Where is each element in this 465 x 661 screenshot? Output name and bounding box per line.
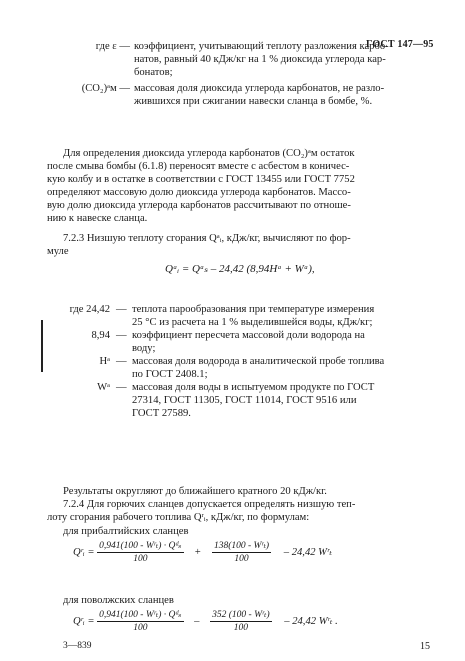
standard-header: ГОСТ 147—95 — [366, 39, 434, 50]
paragraph-line: определяют массовую долю диоксида углерода карбонатов. Массо- — [47, 187, 351, 198]
definition-text-line: коэффициент, учитывающий теплоту разложения карбо- — [134, 41, 389, 52]
margin-change-bar — [41, 320, 43, 372]
label-volga-shales: для поволжских сланцев — [63, 595, 174, 606]
formula-baltic-num-2: 138(100 - Wʳₜ) — [213, 541, 270, 551]
formula-volga-op: – — [194, 615, 200, 627]
definition-text-line: ГОСТ 27589. — [132, 408, 191, 419]
definition-dash: — — [116, 330, 127, 341]
formula-volga-fraction-1 — [97, 609, 183, 634]
formula-baltic-lhs: Qʳᵢ = — [73, 546, 95, 558]
definition-text-line: 27314, ГОСТ 11305, ГОСТ 11014, ГОСТ 9516 или — [132, 395, 357, 406]
paragraph-line: кую колбу и в остатке в соответствии с ГОСТ 13455 или ГОСТ 7752 — [47, 174, 355, 185]
formula-volga-fraction-2 — [210, 609, 271, 634]
definition-key: Hᵃ — [99, 356, 110, 367]
formula-volga-den-2: 100 — [233, 623, 248, 633]
definition-text-line: массовая доля водорода в аналитической пробе топлива — [132, 356, 385, 367]
paragraph-line: нию к навеске сланца. — [47, 213, 148, 224]
formula-baltic — [73, 540, 332, 565]
formula-lower-heat: Qᵃᵢ = Qᵃₛ – 24,42 (8,94Hᵃ + Wᵃ), — [165, 263, 315, 275]
formula-volga-den-1: 100 — [133, 623, 148, 633]
definition-dash: — — [116, 304, 127, 315]
paragraph-rounding: Результаты округляют до ближайшего кратного 20 кДж/кг. — [63, 486, 327, 497]
definition-key: (CO₂)ᵃм — — [81, 83, 130, 94]
formula-volga-tail: – 24,42 Wʳₜ . — [284, 615, 338, 627]
paragraph-line: 7.2.4 Для горючих сланцев допускается определять низшую теп- — [63, 499, 356, 510]
definition-text-line: 25 °С из расчета на 1 % выделившейся воды, кДж/кг; — [132, 317, 373, 328]
formula-volga — [73, 609, 338, 634]
paragraph-line: лоту сгорания рабочего топлива Qʳᵢ, кДж/кг, по формулам: — [47, 512, 310, 523]
definition-text-line: массовая доля диоксида углерода карбонатов, не разло- — [134, 83, 385, 94]
formula-volga-num-1: 0,941(100 - Wʳₜ) · Qᵈₛ — [99, 610, 182, 620]
definition-key: где 24,42 — [69, 304, 110, 315]
paragraph-line: муле — [47, 246, 69, 257]
definition-text-line: жившихся при сжигании навески сланца в бомбе, %. — [134, 96, 373, 107]
definition-text-line: коэффициент пересчета массовой доли водорода на — [132, 330, 365, 341]
definition-dash: — — [116, 382, 127, 393]
formula-baltic-op: + — [194, 546, 202, 558]
definition-text-line: по ГОСТ 2408.1; — [132, 369, 208, 380]
paragraph-line: вую долю диоксида углерода карбонатов рассчитывают по отноше- — [47, 200, 351, 211]
definition-text-line: теплота парообразования при температуре измерения — [132, 304, 375, 315]
definition-key: 8,94 — [91, 330, 110, 341]
formula-baltic-fraction-2 — [212, 540, 271, 565]
definition-dash: — — [116, 356, 127, 367]
paragraph-line: после смыва бомбы (6.1.8) переносят вместе с асбестом в коничес- — [47, 161, 350, 172]
paragraph-line: Для определения диоксида углерода карбонатов (CO₂)ᵃм остаток — [63, 148, 355, 159]
label-baltic-shales: для прибалтийских сланцев — [63, 526, 189, 537]
definition-key: Wᵃ — [97, 382, 110, 393]
formula-baltic-num-1: 0,941(100 - Wʳₜ) · Qᵈₛ — [99, 541, 182, 551]
definition-text-line: натов, равный 40 кДж/кг на 1 % диоксида углерода кар- — [134, 54, 386, 65]
formula-volga-lhs: Qʳᵢ = — [73, 615, 95, 627]
definition-key: где ε — — [95, 41, 130, 52]
formula-volga-num-2: 352 (100 - Wʳₜ) — [212, 610, 270, 620]
paragraph-line: 7.2.3 Низшую теплоту сгорания Qᵃᵢ, кДж/кг, вычисляют по фор- — [63, 233, 351, 244]
page-number: 15 — [420, 641, 430, 652]
footer-code: 3—839 — [63, 641, 92, 651]
formula-baltic-den-2: 100 — [234, 554, 249, 564]
definition-text-line: воду; — [132, 343, 156, 354]
formula-baltic-tail: – 24,42 Wʳₜ — [283, 546, 332, 558]
definition-text-line: массовая доля воды в испытуемом продукте по ГОСТ — [132, 382, 375, 393]
formula-baltic-den-1: 100 — [133, 554, 148, 564]
formula-baltic-fraction-1 — [97, 540, 183, 565]
definition-text-line: бонатов; — [134, 67, 173, 78]
